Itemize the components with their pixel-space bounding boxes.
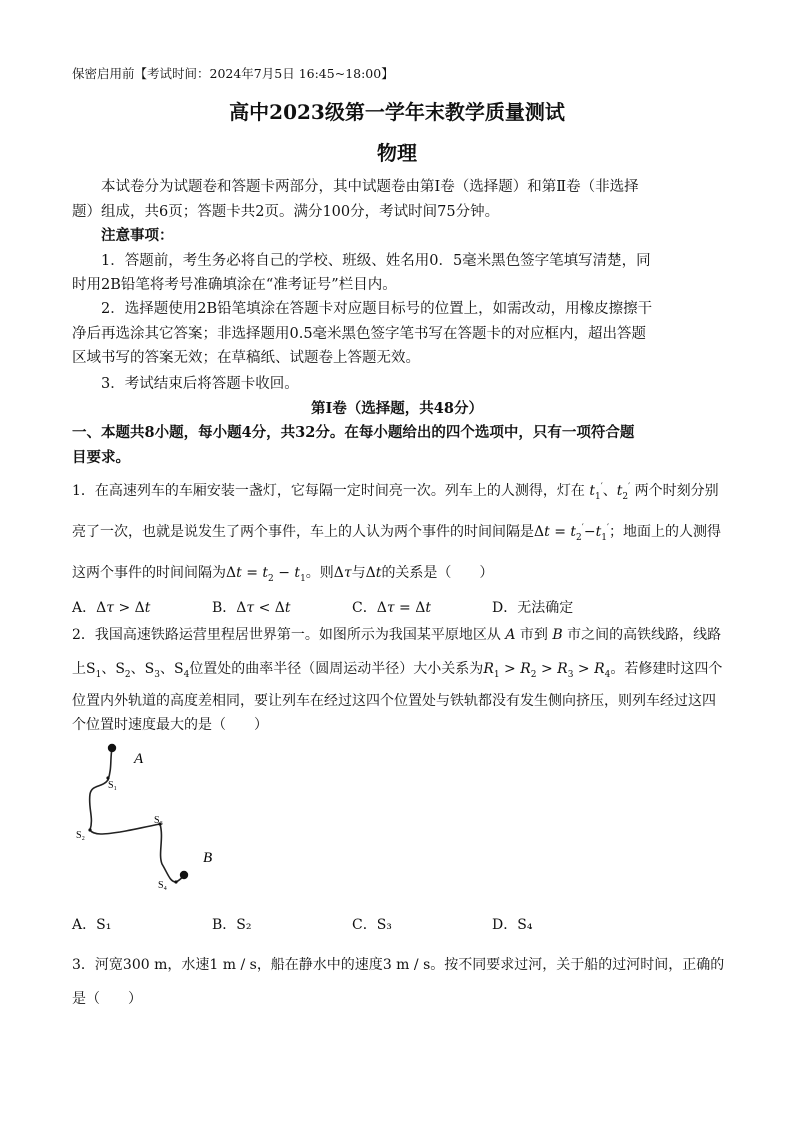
- subject-title: 物理: [377, 141, 417, 165]
- q2-line-1: 2．我国高速铁路运营里程居世界第一。如图所示为我国某平原地区从 A 市到 B 市之间的高铁线路，线路: [72, 627, 722, 643]
- q2-option-c[interactable]: C．S₃: [352, 917, 392, 933]
- notice-item-2-line-3: 区域书写的答案无效；在草稿纸、试题卷上答题无效。: [72, 350, 420, 366]
- railway-route-figure: [72, 738, 232, 898]
- q2-option-a[interactable]: A．S₁: [72, 917, 112, 933]
- notice-title: 注意事项：: [101, 227, 174, 244]
- notice-item-3: 3．考试结束后将答题卡收回。: [101, 376, 299, 392]
- q1-math-t1-t2: $t_1'$、$t_2'$: [589, 482, 631, 502]
- q1-math-delta-t: $\Delta t = t_2'-t_1'$: [534, 523, 609, 543]
- confidential-note: 保密启用前【考试时间：2024年7月5日 16:45~18:00】: [72, 66, 394, 81]
- notice-item-2-line-1: 2．选择题使用2B铅笔填涂在答题卡对应题目标号的位置上，如需改动，用橡皮擦擦干: [101, 301, 653, 317]
- label-a: A: [134, 751, 144, 767]
- endpoint-b-dot: [180, 871, 188, 879]
- q3-boat-speed: 3 m / s: [382, 957, 431, 973]
- q2-math-radii: $R_1 > R_2 > R_3 > R_4$: [483, 661, 611, 680]
- q1-line-2: 亮了一次，也就是说发生了两个事件，车上的人认为两个事件的时间间隔是$\Delta t = t_2'-t_1'$；地面上的人测得: [72, 523, 721, 543]
- endpoint-a-dot: [108, 744, 116, 752]
- section-title: 第Ⅰ卷（选择题，共48分）: [311, 400, 483, 417]
- q1-option-b[interactable]: B．Δτ < Δt: [212, 600, 291, 616]
- intro-line-1: 本试卷分为试题卷和答题卡两部分，其中试题卷由第Ⅰ卷（选择题）和第Ⅱ卷（非选择: [101, 179, 639, 195]
- q1-option-d[interactable]: D．无法确定: [492, 600, 574, 616]
- q3-line-2: 是（ ）: [72, 991, 142, 1007]
- q1-line-1: 1．在高速列车的车厢安装一盏灯，它每隔一定时间亮一次。列车上的人测得，灯在 $t_1'$、$t_2'$ 两个时刻分别: [72, 482, 719, 502]
- label-b: B: [203, 850, 213, 866]
- label-s4: S₄: [158, 880, 168, 891]
- q1-math-ground: $\Delta t = t_2 - t_1$: [226, 565, 306, 584]
- point-s2-dot: [88, 828, 91, 831]
- q2-line-2: 上$S_1$、$S_2$、$S_3$、$S_4$位置处的曲率半径（圆周运动半径）大小关系为$R_1 > R_2 > R_3 > R_4$。若修建时这四个: [72, 661, 723, 680]
- q2-option-d[interactable]: D．S₄: [492, 917, 533, 933]
- exam-title: 高中2023级第一学年末教学质量测试: [229, 100, 565, 124]
- q2-line-4: 个位置时速度最大的是（ ）: [72, 717, 268, 733]
- label-s2: S₂: [76, 830, 86, 841]
- label-s1: S₁: [108, 780, 118, 791]
- part1-heading-line-2: 目要求。: [72, 449, 130, 466]
- q1-line-3: 这两个事件的时间间隔为$\Delta t = t_2 - t_1$。则Δτ与Δt的关系是（ ）: [72, 565, 494, 584]
- notice-item-1-line-2: 时用2B铅笔将考号准确填涂在“准考证号”栏目内。: [72, 277, 397, 293]
- q2-line-3: 位置内外轨道的高度差相同，要让列车在经过这四个位置处与铁轨都没有发生侧向挤压，则列车经过这四: [72, 693, 716, 709]
- q3-line-1: 3．河宽300 m，水速1 m / s，船在静水中的速度3 m / s。按不同要求过河，关于船的过河时间，正确的: [72, 957, 725, 973]
- q3-water-speed: 1 m / s: [209, 957, 257, 973]
- point-s4-dot: [174, 880, 177, 883]
- q1-option-c[interactable]: C．Δτ = Δt: [352, 600, 431, 616]
- intro-line-2: 题）组成，共6页；答题卡共2页。满分100分，考试时间75分钟。: [72, 204, 500, 220]
- q1-option-a[interactable]: A．Δτ > Δt: [72, 600, 151, 616]
- part1-heading-line-1: 一、本题共8小题，每小题4分，共32分。在每小题给出的四个选项中，只有一项符合题: [72, 424, 635, 441]
- q2-option-b[interactable]: B．S₂: [212, 917, 252, 933]
- railway-route-line: [90, 748, 184, 882]
- notice-item-1-line-1: 1．答题前，考生务必将自己的学校、班级、姓名用0．5毫米黑色签字笔填写清楚，同: [101, 253, 651, 269]
- notice-item-2-line-2: 净后再选涂其它答案；非选择题用0.5毫米黑色签字笔书写在答题卡的对应框内，超出答题: [72, 326, 647, 342]
- q3-river-width: 300 m: [122, 957, 168, 973]
- label-s3: S₃: [154, 815, 164, 826]
